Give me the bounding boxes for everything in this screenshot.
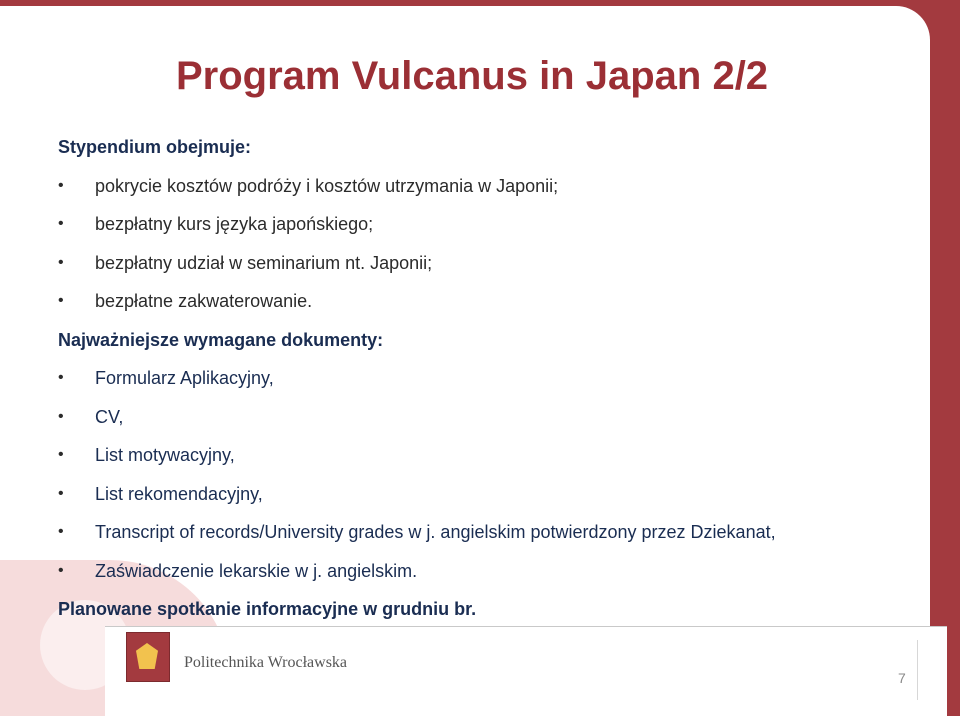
page-number: 7 bbox=[898, 670, 906, 686]
page-number-divider bbox=[917, 640, 918, 700]
list-item: • bezpłatne zakwaterowanie. bbox=[58, 282, 938, 321]
scholarship-list bbox=[58, 167, 938, 321]
section-heading-documents: Najważniejsze wymagane dokumenty: bbox=[58, 329, 384, 350]
closing-note: Planowane spotkanie informacyjne w grudniu br. bbox=[58, 599, 477, 619]
list-item: • pokrycie kosztów podróży i kosztów utrzymania w Japonii; bbox=[58, 167, 938, 206]
list-item: • Zaświadczenie lekarskie w j. angielskim. bbox=[58, 552, 938, 591]
section-heading-scholarship: Stypendium obejmuje: bbox=[58, 137, 252, 157]
list-item: • List motywacyjny, bbox=[58, 436, 938, 475]
list-item: • Transcript of records/University grades w j. angielskim potwierdzony przez Dziekanat, bbox=[58, 513, 938, 552]
university-emblem-icon bbox=[126, 632, 170, 682]
footer-logo bbox=[126, 632, 347, 682]
slide-title: Program Vulcanus in Japan 2/2 bbox=[176, 54, 769, 98]
documents-list bbox=[58, 359, 938, 590]
slide-content bbox=[58, 128, 938, 629]
list-item: • List rekomendacyjny, bbox=[58, 475, 938, 514]
list-item: • Formularz Aplikacyjny, bbox=[58, 359, 938, 398]
list-item: • bezpłatny udział w seminarium nt. Japonii; bbox=[58, 244, 938, 283]
institution-name: Politechnika Wrocławska bbox=[184, 654, 348, 671]
list-item: • bezpłatny kurs języka japońskiego; bbox=[58, 205, 938, 244]
list-item: • CV, bbox=[58, 398, 938, 437]
